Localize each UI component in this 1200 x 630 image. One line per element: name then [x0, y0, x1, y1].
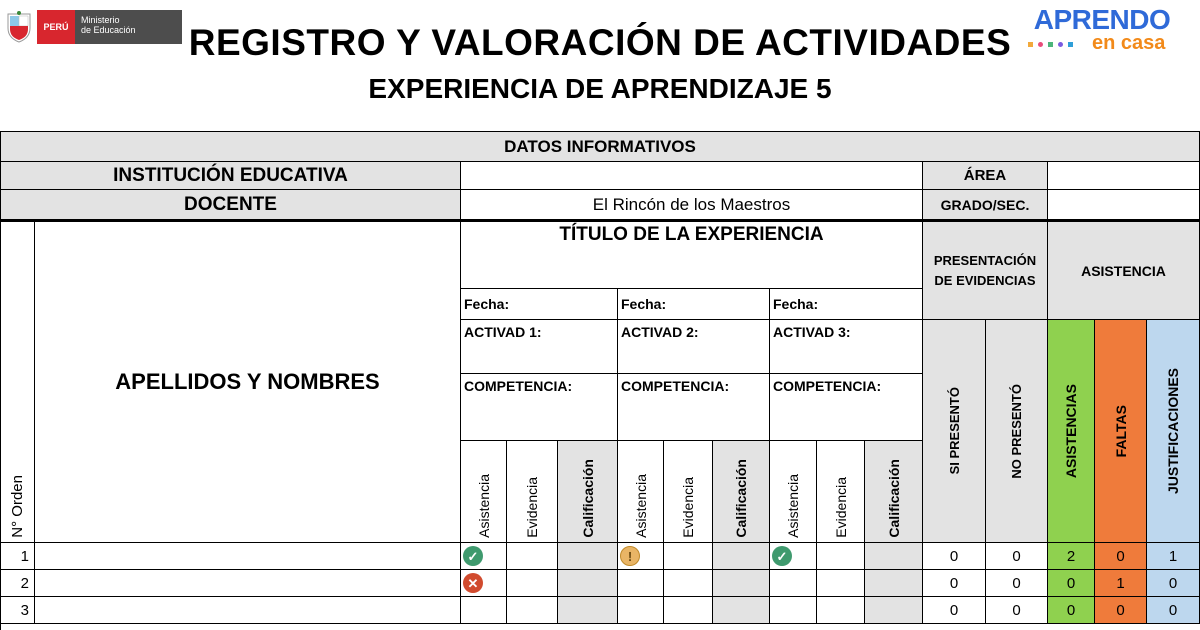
orden-cell[interactable]: 2: [1, 570, 35, 597]
evidencia-cell[interactable]: [817, 597, 865, 624]
subcol-asistencia-1: [461, 441, 507, 543]
si-presento-header: [923, 320, 986, 543]
registro-table: [0, 131, 1200, 630]
fecha-cell-3[interactable]: Fecha:: [770, 289, 923, 320]
asistencias-label: ASISTENCIAS: [1063, 383, 1079, 479]
page-title: REGISTRO Y VALORACIÓN DE ACTIVIDADES: [188, 22, 1012, 63]
subcol-label: Evidencia: [524, 477, 540, 538]
justificaciones-cell[interactable]: 1: [1147, 543, 1200, 570]
subcol-calificacion-2: [713, 441, 770, 543]
orden-header: [1, 220, 35, 543]
orden-cell[interactable]: 1: [1, 543, 35, 570]
evidencia-cell[interactable]: [817, 543, 865, 570]
asistencia-cell[interactable]: [461, 543, 507, 570]
actividad-cell-2[interactable]: ACTIVAD 2:: [618, 320, 770, 374]
asistencias-cell[interactable]: 2: [1048, 543, 1095, 570]
subcol-calificacion-3: [865, 441, 923, 543]
calificacion-cell[interactable]: [558, 543, 618, 570]
evidencia-cell[interactable]: [507, 543, 558, 570]
justificaciones-cell[interactable]: 0: [1147, 597, 1200, 624]
asistencia-cell[interactable]: [770, 570, 817, 597]
nombre-cell[interactable]: [35, 543, 461, 570]
nombre-cell[interactable]: [35, 570, 461, 597]
competencia-cell-3[interactable]: COMPETENCIA:: [770, 374, 923, 441]
si-presento-label: SI PRESENTÓ: [946, 387, 962, 475]
evidencia-cell[interactable]: [664, 570, 713, 597]
orden-cell[interactable]: 3: [1, 597, 35, 624]
nombre-cell[interactable]: [35, 597, 461, 624]
asistencia-cell[interactable]: [461, 570, 507, 597]
titulo-experiencia-header: TÍTULO DE LA EXPERIENCIA: [461, 220, 923, 289]
fecha-cell-2[interactable]: Fecha:: [618, 289, 770, 320]
no-presento-header: [986, 320, 1048, 543]
subcol-asistencia-3: [770, 441, 817, 543]
page-subtitle: EXPERIENCIA DE APRENDIZAJE 5: [368, 73, 832, 104]
calificacion-cell[interactable]: [713, 597, 770, 624]
si-presento-cell[interactable]: 0: [923, 570, 986, 597]
evidencia-cell[interactable]: [507, 570, 558, 597]
datos-informativos-header: DATOS INFORMATIVOS: [1, 132, 1200, 162]
asistencia-cell[interactable]: [618, 597, 664, 624]
calificacion-cell[interactable]: [713, 570, 770, 597]
competencia-cell-2[interactable]: COMPETENCIA:: [618, 374, 770, 441]
subcol-label: Asistencia: [475, 474, 492, 538]
grado-value[interactable]: [1048, 190, 1200, 220]
no-presento-label: NO PRESENTÓ: [1009, 383, 1024, 479]
calificacion-cell[interactable]: [558, 570, 618, 597]
subcol-label: Calificación: [885, 459, 902, 538]
area-value[interactable]: [1048, 162, 1200, 190]
calificacion-cell[interactable]: [713, 543, 770, 570]
no-presento-cell[interactable]: 0: [986, 597, 1048, 624]
aprendo-text: APRENDO: [1033, 4, 1171, 35]
justificaciones-cell[interactable]: 0: [1147, 570, 1200, 597]
institucion-value[interactable]: [461, 162, 923, 190]
nombres-header: APELLIDOS Y NOMBRES: [35, 220, 461, 543]
competencia-cell-1[interactable]: COMPETENCIA:: [461, 374, 618, 441]
area-label: ÁREA: [923, 162, 1048, 190]
subcol-evidencia-2: [664, 441, 713, 543]
si-presento-cell[interactable]: 0: [923, 543, 986, 570]
check-icon: ✓: [772, 546, 792, 566]
fecha-cell-1[interactable]: Fecha:: [461, 289, 618, 320]
subcol-calificacion-1: [558, 441, 618, 543]
evidencia-cell[interactable]: [507, 597, 558, 624]
calificacion-cell[interactable]: [558, 597, 618, 624]
peru-badge: PERÚ: [37, 10, 75, 44]
asistencia-cell[interactable]: [618, 570, 664, 597]
evidencia-cell[interactable]: [664, 597, 713, 624]
justificaciones-header: [1147, 320, 1200, 543]
asistencia-cell[interactable]: [461, 597, 507, 624]
asistencia-header: ASISTENCIA: [1048, 220, 1200, 320]
subcol-label: Evidencia: [680, 477, 696, 538]
grado-label: GRADO/SEC.: [923, 190, 1048, 220]
evidencia-cell[interactable]: [664, 543, 713, 570]
calificacion-cell[interactable]: [865, 597, 923, 624]
en-casa-text: en casa: [1092, 32, 1166, 54]
check-icon: ✓: [463, 546, 483, 566]
faltas-label: FALTAS: [1112, 404, 1129, 458]
orden-label: N° Orden: [9, 475, 26, 538]
calificacion-cell[interactable]: [865, 543, 923, 570]
asistencias-cell[interactable]: 0: [1048, 597, 1095, 624]
actividad-cell-3[interactable]: ACTIVAD 3:: [770, 320, 923, 374]
faltas-cell[interactable]: 1: [1095, 570, 1147, 597]
docente-label: DOCENTE: [1, 190, 461, 220]
subcol-label: Asistencia: [632, 474, 649, 538]
actividad-cell-1[interactable]: ACTIVAD 1:: [461, 320, 618, 374]
warning-icon: !: [620, 546, 640, 566]
subcol-label: Evidencia: [832, 477, 849, 538]
subcol-asistencia-2: [618, 441, 664, 543]
docente-value[interactable]: El Rincón de los Maestros: [461, 190, 923, 220]
asistencias-cell[interactable]: 0: [1048, 570, 1095, 597]
institucion-label: INSTITUCIÓN EDUCATIVA: [1, 162, 461, 190]
subcol-evidencia-3: [817, 441, 865, 543]
faltas-cell[interactable]: 0: [1095, 597, 1147, 624]
evidencia-cell[interactable]: [817, 570, 865, 597]
ministry-line1: Ministerio: [81, 15, 120, 25]
ministry-line2: de Educación: [81, 25, 136, 35]
presentacion-evidencias-header: PRESENTACIÓN DE EVIDENCIAS: [923, 220, 1048, 320]
no-presento-cell[interactable]: 0: [986, 570, 1048, 597]
subcol-label: Asistencia: [785, 474, 801, 538]
subcol-label: Calificación: [733, 459, 749, 538]
calificacion-cell[interactable]: [865, 570, 923, 597]
cross-icon: ✕: [463, 573, 483, 593]
faltas-header: [1095, 320, 1147, 543]
no-presento-cell[interactable]: 0: [986, 543, 1048, 570]
asistencia-cell[interactable]: [618, 543, 664, 570]
subcol-evidencia-1: [507, 441, 558, 543]
asistencias-header: [1048, 320, 1095, 543]
subcol-label: Calificación: [579, 459, 596, 538]
justificaciones-label: JUSTIFICACIONES: [1165, 367, 1181, 494]
faltas-cell[interactable]: 0: [1095, 543, 1147, 570]
asistencia-cell[interactable]: [770, 543, 817, 570]
asistencia-cell[interactable]: [770, 597, 817, 624]
si-presento-cell[interactable]: 0: [923, 597, 986, 624]
